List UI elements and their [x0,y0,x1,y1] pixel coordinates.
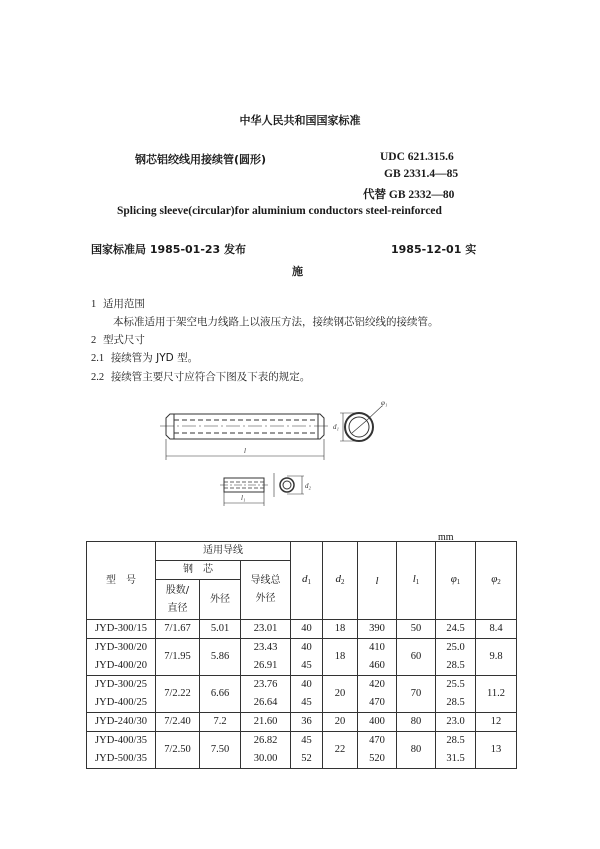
header-d2: $d_2$ [323,542,358,620]
svg-text:l₁: l₁ [241,494,246,502]
section-1-heading: 1 适用范围 [91,298,145,310]
dimension-table [86,541,517,769]
table-row: JYD-300/25 JYD-400/25 7/2.22 6.66 23.76 26.64 40 45 20 420 470 70 25.5 28.5 11.2 [87,676,517,713]
implementation-date-wrap: 施 [292,265,303,278]
replaces-standard: 代替 GB 2332—80 [363,189,455,201]
header-l1: $l_1$ [397,542,436,620]
document-subject: 钢芯铝绞线用接续管(圆形) [135,153,267,166]
header-total-dia: 导线总 外径 [241,561,291,620]
udc-code: UDC 621.315.6 [380,151,454,163]
section-2-1: 2.1 接续管为 JYD 型。 [91,352,199,364]
table-row: JYD-240/30 7/2.40 7.2 21.60 36 20 400 80 23.0 12 [87,713,517,732]
table-row: JYD-300/20 JYD-400/20 7/1.95 5.86 23.43 26.91 40 45 18 410 460 60 25.0 28.5 9.8 [87,639,517,676]
section-2-2: 2.2 接续管主要尺寸应符合下图及下表的规定。 [91,371,311,383]
gb-number: GB 2331.4—85 [384,168,459,180]
table-row: JYD-400/35 JYD-500/35 7/2.50 7.50 26.82 30.00 45 52 22 470 520 80 28.5 31.5 13 [87,732,517,769]
header-strands: 股数/ 直径 [156,580,200,620]
long-sleeve-outline [166,414,324,439]
section-2-heading: 2 型式尺寸 [91,334,145,346]
unit-label: mm [438,532,454,543]
svg-text:φ₁: φ₁ [381,399,388,407]
issue-date: 国家标准局 1985-01-23 发布 [91,243,247,256]
standard-title: 中华人民共和国国家标准 [239,114,361,127]
header-model: 型 号 [87,542,156,620]
table-row: JYD-300/15 7/1.67 5.01 23.01 40 18 390 50 24.5 8.4 [87,620,517,639]
header-phi1: $\varphi_1$ [436,542,476,620]
header-l: l [358,542,397,620]
header-outer-dia: 外径 [200,580,241,620]
svg-text:d₂: d₂ [305,482,311,490]
english-title: Splicing sleeve(circular)for aluminium conductors steel-reinforced [117,205,442,217]
header-phi2: $\varphi_2$ [476,542,517,620]
header-d1: $d_1$ [291,542,323,620]
svg-text:d₁: d₁ [333,423,339,431]
section-1-body: 本标准适用于架空电力线路上以液压方法，接续钢芯铝绞线的接续管。 [113,316,439,328]
header-steel-core: 钢 芯 [156,561,241,580]
header-conductor: 适用导线 [156,542,291,561]
svg-text:l: l [244,447,246,455]
implementation-date: 1985-12-01 实 [391,243,477,256]
sleeve-drawing [150,398,400,523]
